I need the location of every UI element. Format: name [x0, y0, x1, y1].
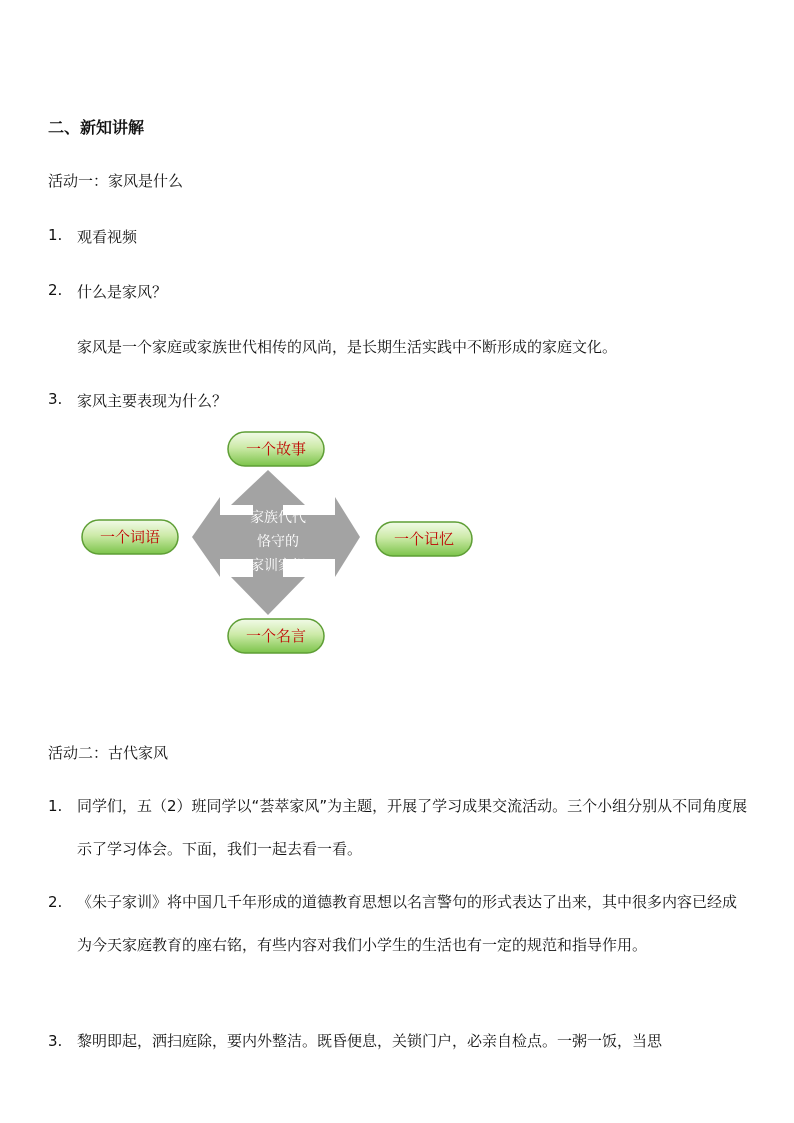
- pill-bottom-label: 一个名言: [245, 627, 307, 645]
- family-style-diagram: [70, 425, 490, 665]
- item3-text: 家风主要表现为什么？: [77, 392, 228, 410]
- pill-left: [82, 520, 178, 554]
- item3-number: 3.: [48, 390, 63, 408]
- center-line-1: 家族代代: [250, 510, 306, 526]
- a2-item1-text: 同学们，五（2）班同学以“荟萃家风”为主题，开展了学习成果交流活动。三个小组分别从不同角度展示了学习体会。下面，我们一起去看一看。: [77, 797, 748, 858]
- center-line-2: 恪守的: [257, 534, 299, 550]
- section-title: 二、新知讲解: [48, 118, 145, 137]
- pill-bottom: [228, 619, 324, 653]
- item1-number: 1.: [48, 226, 63, 244]
- a2-item2-text: 《朱子家训》将中国几千年形成的道德教育思想以名言警句的形式表达了出来，其中很多内容已经成为今天家庭教育的座右铭，有些内容对我们小学生的生活也有一定的规范和指导作用。: [77, 893, 738, 954]
- a2-item2-number: 2.: [48, 893, 63, 911]
- activity1-title: 活动一：家风是什么: [48, 172, 184, 190]
- family-style-definition: 家风是一个家庭或家族世代相传的风尚，是长期生活实践中不断形成的家庭文化。: [77, 338, 618, 356]
- center-line-3: 家训家规: [250, 558, 306, 574]
- a2-item3-number: 3.: [48, 1032, 63, 1050]
- a2-item3-text: 黎明即起，洒扫庭除，要内外整洁。既昏便息，关锁门户，必亲自检点。一粥一饭，当思: [77, 1032, 663, 1050]
- item2-text: 什么是家风？: [77, 283, 168, 301]
- item1-text: 观看视频: [77, 228, 138, 246]
- pill-top-label: 一个故事: [245, 440, 307, 458]
- pill-right-label: 一个记忆: [393, 530, 455, 548]
- pill-top: [228, 432, 324, 466]
- item2-number: 2.: [48, 281, 63, 299]
- a2-item1-number: 1.: [48, 797, 63, 815]
- activity2-title: 活动二：古代家风: [48, 744, 169, 762]
- pill-right: [376, 522, 472, 556]
- pill-left-label: 一个词语: [99, 528, 161, 546]
